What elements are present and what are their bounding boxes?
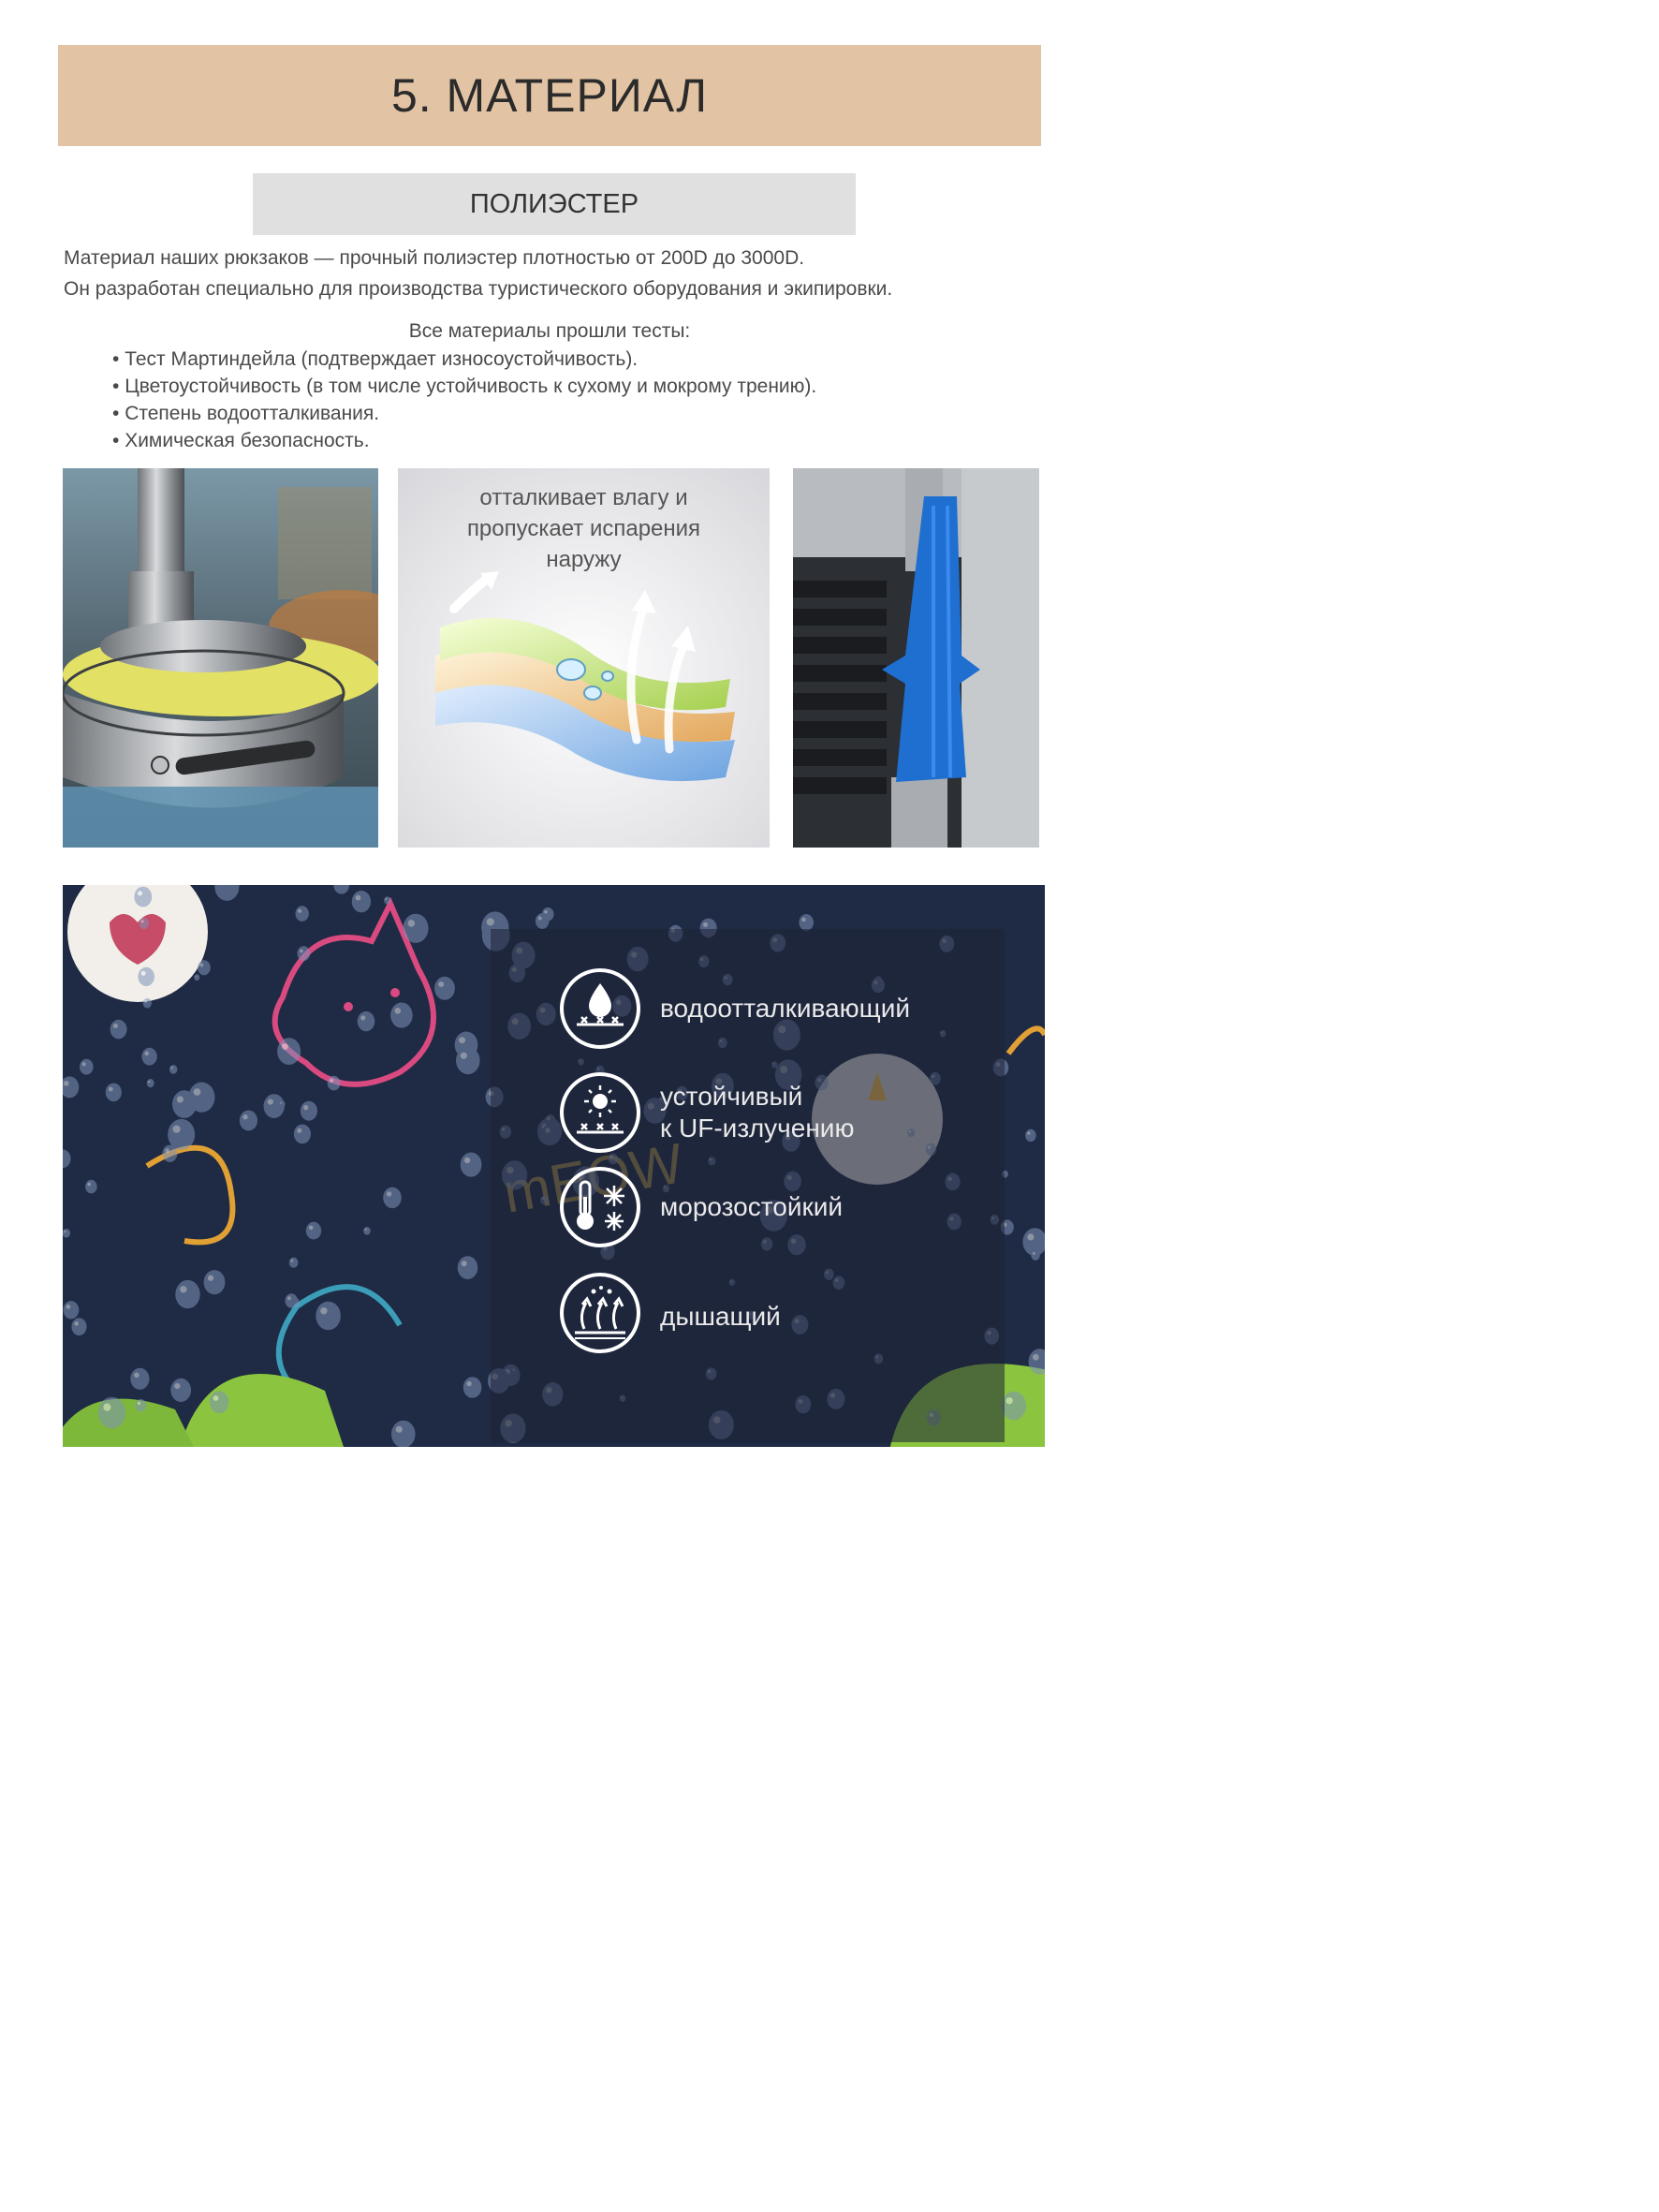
water-droplet xyxy=(298,946,311,961)
water-droplet xyxy=(1025,1129,1036,1142)
droplet-highlight xyxy=(462,1261,467,1266)
martindale-test-photo xyxy=(63,468,378,848)
water-droplet xyxy=(289,1258,299,1268)
tensile-test-photo xyxy=(793,468,1039,848)
water-droplet xyxy=(64,1301,80,1319)
tests-intro: Все материалы прошли тесты: xyxy=(408,320,691,342)
droplet-highlight xyxy=(395,1008,402,1014)
test-list-item: • Цветоустойчивость (в том числе устойчивость к сухому и мокрому трению). xyxy=(112,376,816,398)
caption-line: пропускает испарения xyxy=(466,516,701,541)
droplet-highlight xyxy=(242,1114,247,1119)
water-droplet xyxy=(204,1270,226,1294)
water-droplet xyxy=(301,1101,317,1121)
droplet-highlight xyxy=(298,909,301,913)
water-droplet xyxy=(463,1377,482,1398)
water-droplet xyxy=(63,1229,70,1238)
section-title: ПОЛИЭСТЕР xyxy=(469,189,639,219)
water-droplet xyxy=(316,1302,341,1331)
droplet-highlight xyxy=(196,976,198,978)
droplet-highlight xyxy=(174,1383,180,1389)
feature-label-uv-resistant xyxy=(660,1081,854,1144)
droplet-highlight xyxy=(134,1373,139,1379)
droplet-highlight xyxy=(303,1105,308,1110)
water-droplet xyxy=(188,1083,214,1113)
caption-line: наружу xyxy=(546,547,622,572)
droplet-highlight xyxy=(365,1229,367,1231)
water-droplet xyxy=(98,1397,125,1429)
intro-line-1: Материал наших рюкзаков — прочный полиэстер плотностью от 200D до 3000D. xyxy=(64,247,805,269)
caption-line: отталкивает влагу и xyxy=(479,485,688,510)
droplet-highlight xyxy=(144,1000,147,1003)
water-droplet xyxy=(1031,1250,1040,1261)
feature-label-line: к UF-излучению xyxy=(660,1113,855,1143)
feature-label-line: устойчивый xyxy=(660,1082,803,1111)
feature-label-water-repellent xyxy=(660,993,910,1025)
droplet-highlight xyxy=(280,1102,282,1104)
water-droplet xyxy=(136,1399,147,1411)
droplet-highlight xyxy=(138,891,142,895)
droplet-highlight xyxy=(138,1402,140,1405)
droplet-highlight xyxy=(459,1037,465,1043)
water-droplet xyxy=(279,1100,286,1108)
droplet-highlight xyxy=(282,1043,288,1050)
water-droplet xyxy=(110,1020,127,1040)
water-droplet xyxy=(390,1003,413,1028)
droplet-highlight xyxy=(297,1128,301,1133)
droplet-highlight xyxy=(141,971,146,976)
droplet-highlight xyxy=(173,1126,181,1133)
water-droplet xyxy=(141,1048,156,1066)
water-droplet xyxy=(138,967,154,986)
droplet-highlight xyxy=(538,917,542,921)
droplet-highlight xyxy=(141,920,144,922)
droplet-highlight xyxy=(386,898,388,900)
droplet-highlight xyxy=(64,1081,69,1086)
water-droplet xyxy=(194,974,199,981)
water-droplet xyxy=(169,1065,177,1074)
water-droplet xyxy=(458,1256,478,1279)
feature-label-breathable xyxy=(660,1301,781,1333)
droplet-highlight xyxy=(148,1081,150,1083)
droplet-highlight xyxy=(703,922,708,927)
water-droplet xyxy=(85,1180,97,1194)
droplet-highlight xyxy=(466,1381,471,1386)
page-title: 5. МАТЕРИАЛ xyxy=(390,69,709,122)
water-droplet xyxy=(306,1222,321,1240)
water-droplet xyxy=(403,914,428,943)
water-droplet xyxy=(536,913,550,929)
droplet-highlight xyxy=(74,1321,79,1326)
thermometer-snowflake-icon xyxy=(558,1165,642,1249)
water-droplet xyxy=(352,891,371,912)
water-droplet xyxy=(434,977,455,1000)
droplet-highlight xyxy=(1027,1132,1030,1135)
water-drop-icon xyxy=(558,966,642,1051)
water-droplet xyxy=(106,1084,122,1102)
droplet-highlight xyxy=(82,1062,86,1066)
water-droplet xyxy=(71,1318,86,1335)
test-list-item: • Степень водоотталкивания. xyxy=(112,403,379,425)
water-droplet xyxy=(175,1280,199,1308)
water-droplet xyxy=(461,1153,482,1177)
droplet-highlight xyxy=(1033,1354,1039,1361)
droplet-highlight xyxy=(1006,1397,1012,1404)
droplet-highlight xyxy=(387,1191,391,1196)
water-droplet xyxy=(456,1047,480,1074)
droplet-highlight xyxy=(113,1024,118,1028)
water-droplet xyxy=(198,960,211,975)
droplet-highlight xyxy=(208,1276,213,1281)
droplet-highlight xyxy=(287,1296,291,1300)
water-droplet xyxy=(286,1293,298,1307)
water-droplet xyxy=(143,998,152,1009)
water-droplet xyxy=(277,1038,301,1065)
droplet-highlight xyxy=(64,1231,66,1232)
feature-label-frost-resistant xyxy=(660,1191,843,1223)
water-droplet xyxy=(240,1111,257,1131)
water-droplet xyxy=(139,918,149,929)
droplet-highlight xyxy=(408,920,416,927)
droplet-highlight xyxy=(320,1307,327,1314)
droplet-highlight xyxy=(213,1395,219,1401)
feature-label-line: дышащий xyxy=(660,1302,781,1331)
droplet-highlight xyxy=(438,981,444,987)
test-list-item: • Химическая безопасность. xyxy=(112,430,370,452)
water-droplet xyxy=(296,906,309,922)
droplet-highlight xyxy=(300,950,303,953)
intro-line-2: Он разработан специально для производства туристического оборудования и экипировки. xyxy=(64,278,893,300)
droplet-highlight xyxy=(356,895,361,901)
water-droplet xyxy=(391,1421,416,1447)
feature-label-line: морозостойкий xyxy=(660,1192,844,1221)
sun-icon xyxy=(558,1070,642,1155)
fabric-illustration-caption xyxy=(398,482,770,575)
droplet-highlight xyxy=(66,1305,71,1309)
droplet-highlight xyxy=(801,918,805,922)
water-droplet xyxy=(80,1059,94,1075)
droplet-highlight xyxy=(165,1148,169,1152)
droplet-highlight xyxy=(1033,1252,1035,1255)
water-droplet xyxy=(170,1379,191,1402)
droplet-highlight xyxy=(464,1158,470,1163)
droplet-highlight xyxy=(291,1260,294,1262)
water-droplet xyxy=(384,896,390,905)
water-droplet xyxy=(328,1076,341,1091)
droplet-highlight xyxy=(180,1286,186,1292)
droplet-highlight xyxy=(330,1079,333,1083)
water-droplet xyxy=(147,1079,154,1087)
droplet-highlight xyxy=(200,964,204,967)
water-droplet xyxy=(383,1187,402,1209)
droplet-highlight xyxy=(544,910,548,914)
droplet-highlight xyxy=(396,1426,403,1433)
water-droplet xyxy=(363,1227,371,1235)
water-droplet xyxy=(134,887,152,907)
water-droplet xyxy=(1002,1392,1027,1421)
droplet-highlight xyxy=(103,1404,110,1411)
breathable-arrows-icon xyxy=(558,1271,642,1355)
droplet-highlight xyxy=(461,1053,467,1059)
water-droplet xyxy=(358,1011,375,1031)
droplet-highlight xyxy=(171,1067,173,1069)
water-droplet xyxy=(162,1145,177,1162)
droplet-highlight xyxy=(360,1015,365,1020)
droplet-highlight xyxy=(268,1099,273,1105)
feature-label-line: водоотталкивающий xyxy=(660,994,910,1023)
water-droplet xyxy=(130,1368,149,1390)
droplet-highlight xyxy=(109,1087,113,1092)
water-droplet xyxy=(210,1391,229,1413)
droplet-highlight xyxy=(194,1088,201,1096)
droplet-highlight xyxy=(1027,1233,1034,1240)
test-list-item: • Тест Мартиндейла (подтверждает износоустойчивость). xyxy=(112,348,638,371)
droplet-highlight xyxy=(87,1183,91,1187)
water-droplet xyxy=(294,1125,311,1144)
droplet-highlight xyxy=(177,1096,184,1102)
droplet-highlight xyxy=(487,918,494,925)
droplet-highlight xyxy=(144,1052,149,1056)
droplet-highlight xyxy=(309,1226,314,1231)
